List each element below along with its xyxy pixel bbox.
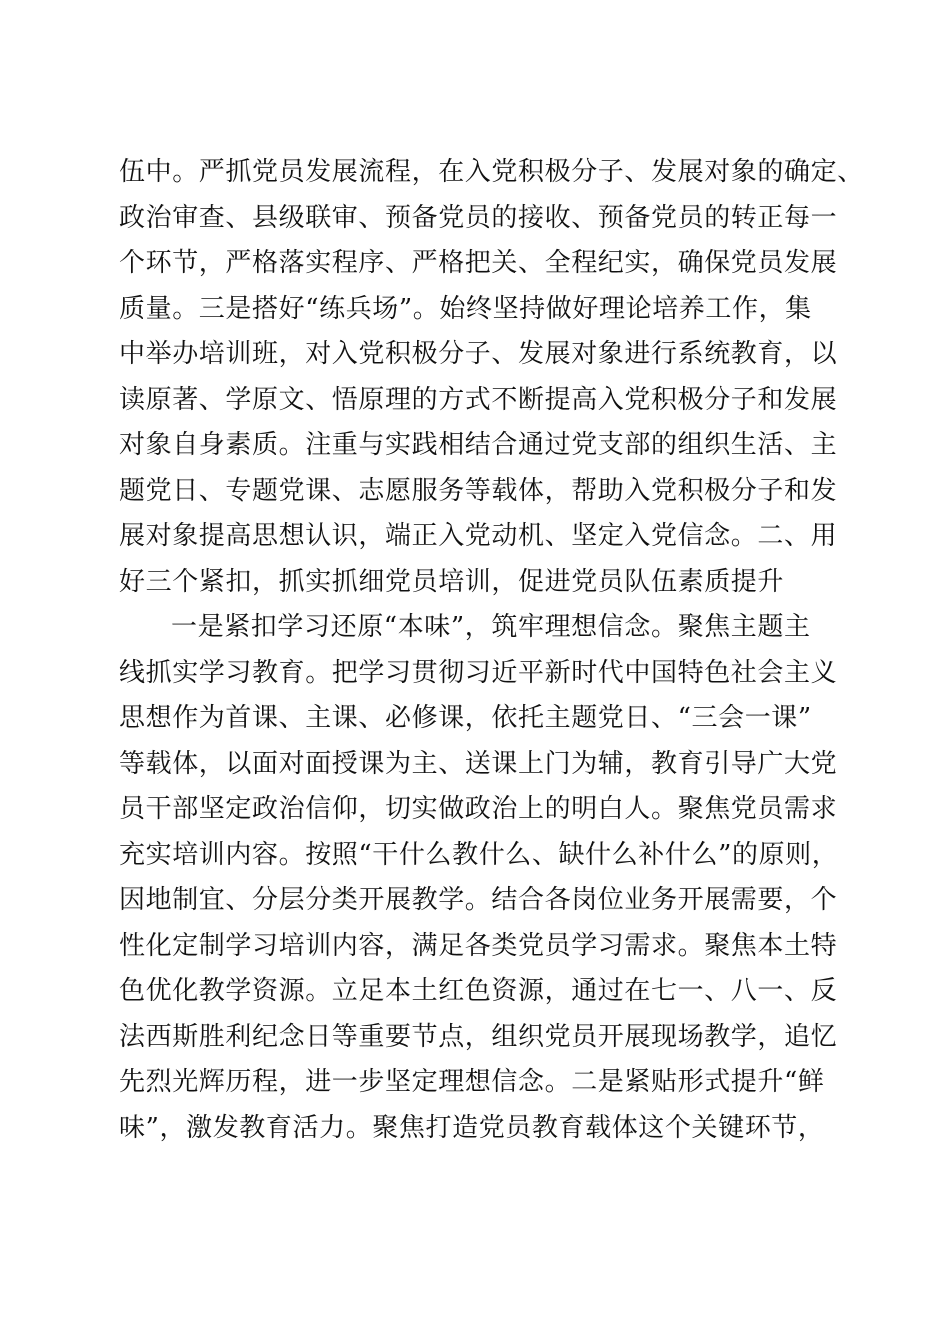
body-text <box>119 150 864 1151</box>
text-line: 展对象提高思想认识，端正入党动机、坚定入党信念。二、用 <box>119 521 838 551</box>
text-line: 充实培训内容。按照“干什么教什么、缺什么补什么”的原则， <box>119 839 839 870</box>
text-line: 因地制宜、分层分类开展教学。结合各岗位业务开展需要，个 <box>119 885 838 915</box>
text-line: 味”，激发教育活力。聚焦打造党员教育载体这个关键环节， <box>119 1112 825 1143</box>
text-line: 法西斯胜利纪念日等重要节点，组织党员开展现场教学，追忆 <box>119 1021 838 1052</box>
text-line: 线抓实学习教育。把学习贯彻习近平新时代中国特色社会主义 <box>119 657 838 688</box>
text-line: 伍中。严抓党员发展流程，在入党积极分子、发展对象的确定、 <box>119 157 864 187</box>
text-line: 思想作为首课、主课、必修课，依托主题党日、“三会一课” <box>119 703 812 733</box>
text-line: 等载体，以面对面授课为主、送课上门为辅，教育引导广大党 <box>119 748 838 779</box>
text-line: 中举办培训班，对入党积极分子、发展对象进行系统教育，以 <box>119 339 838 369</box>
text-line: 员干部坚定政治信仰，切实做政治上的明白人。聚焦党员需求 <box>119 794 838 824</box>
text-line: 读原著、学原文、悟原理的方式不断提高入党积极分子和发展 <box>119 384 838 415</box>
text-line: 好三个紧扣，抓实抓细党员培训，促进党员队伍素质提升 <box>119 566 785 597</box>
paragraph-first-line: 一是紧扣学习还原“本味”，筑牢理想信念。聚焦主题主 <box>171 612 811 642</box>
text-line: 先烈光辉历程，进一步坚定理想信念。二是紧贴形式提升“鲜 <box>119 1067 825 1097</box>
text-line: 质量。三是搭好“练兵场”。始终坚持做好理论培养工作，集 <box>119 293 812 324</box>
text-line: 个环节，严格落实程序、严格把关、全程纪实，确保党员发展 <box>119 248 838 278</box>
text-line: 对象自身素质。注重与实践相结合通过党支部的组织生活、主 <box>119 430 838 460</box>
text-line: 性化定制学习培训内容，满足各类党员学习需求。聚焦本土特 <box>119 930 838 961</box>
text-line: 政治审查、县级联审、预备党员的接收、预备党员的转正每一 <box>119 202 838 233</box>
text-line: 题党日、专题党课、志愿服务等载体，帮助入党积极分子和发 <box>119 475 838 506</box>
text-line: 色优化教学资源。立足本土红色资源，通过在七一、八一、反 <box>119 976 838 1006</box>
